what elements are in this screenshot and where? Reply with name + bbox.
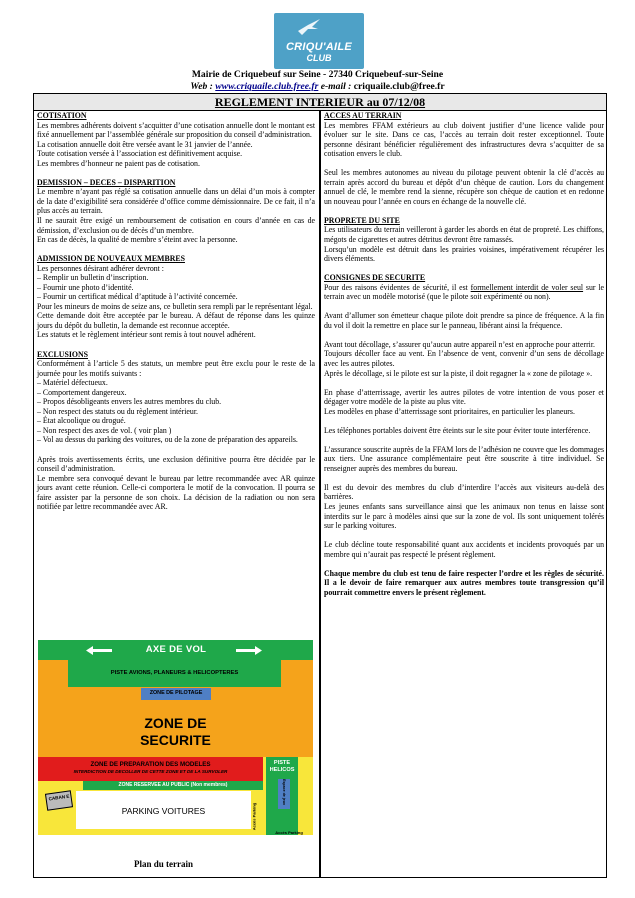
header-contact	[0, 81, 635, 93]
admission-item: – Fournir une photo d’identité.	[37, 282, 134, 292]
securite-p12: Le club décline toute responsabilité quant aux accidents et incidents provoqués par un membre qui n’aurait pas respecté le présent règlement.	[324, 540, 604, 559]
acces-parking-bottom: Accès Parking	[275, 830, 303, 835]
zone-pilotage-label: ZONE DE PILOTAGE	[149, 690, 203, 696]
demission-p2: Il ne saurait être exigé un remboursement de cotisation en cours d’année en cas de démission, d’exclusion ou de décès d’un membre.	[37, 215, 315, 235]
securite-p1: Pour des raisons évidentes de sécurité, il est formellement interdit de voler seul sur le terrain avec un modèle motorisé (que le pilote soit expérimenté ou non).	[324, 282, 605, 302]
acces-parking-side: Accès Parking	[251, 802, 257, 831]
securite-p3: Avant tout décollage, s’assurer qu’aucun autre appareil n’est en approche pour atterrir.	[324, 339, 596, 349]
plan-caption: Plan du terrain	[134, 859, 194, 869]
logo-line2: CLUB	[306, 53, 332, 63]
acces-p2: Seul les membres autonomes au niveau du pilotage peuvent obtenir la clé d’accès au terrain après accord du bureau et dépôt d’un chèque de caution. Lors du changement annuel de clé, le membre rend la sienne, récupère son chèque de caution et en redonne un nouveau pour l’année en cours en échange de la nouvelle clé.	[324, 168, 604, 206]
header-address-block	[0, 69, 635, 93]
securite-p9: L’assurance souscrite auprès de la FFAM lors de l’adhésion ne couvre que les dommages aux tiers. Une assurance complémentaire peut être souscrite à titre individuel. Se renseigner auprès des membres du bureau.	[324, 444, 604, 473]
exclusion-item: – Comportement dangereux.	[37, 387, 127, 397]
field-plan	[38, 640, 313, 840]
email-address: criquaile.club@free.fr	[353, 81, 445, 92]
exclusions-p1: Après trois avertissements écrits, une exclusion définitive pourra être décidée par le conseil d’administration.	[37, 454, 315, 474]
cotisation-p1: Les membres adhérents doivent s’acquitter d’une cotisation annuelle dont le montant est fixé annuellement par l’assemblée générale sur proposition du conseil d’administration.	[37, 120, 315, 140]
securite-heading: CONSIGNES DE SECURITE	[324, 273, 426, 283]
piste-avions-label: PISTE AVIONS, PLANEURS & HELICOPTERES	[110, 670, 239, 676]
admission-p1: Pour les mineurs de moins de seize ans, ce bulletin sera rempli par le représentant légal.	[37, 301, 313, 311]
column-divider	[319, 110, 321, 877]
title-bar	[34, 94, 606, 111]
securite-p2: Avant d’allumer son émetteur chaque pilote doit prendre sa pince de fréquence. A la fin du vol il doit la remettre en place sur le panneau, libérant ainsi la fréquence.	[324, 311, 604, 330]
left-column	[37, 111, 315, 512]
admission-heading: ADMISSION DE NOUVEAUX MEMBRES	[37, 254, 185, 264]
exclusions-intro: Conformément à l’article 5 des statuts, un membre peut être exclu pour le reste de la journée pour les motifs suivants :	[37, 359, 315, 378]
zone-securite-label-2: SECURITE	[140, 732, 211, 748]
bird-icon	[296, 17, 322, 37]
exclusion-item: – État alcoolique ou drogué.	[37, 416, 126, 426]
web-link[interactable]: www.criquaile.club.free.fr	[215, 81, 319, 92]
right-column	[324, 111, 604, 597]
securite-p4: Toujours décoller face au vent. En l’absence de vent, convenir d’un sens de décollage avec les autres pilotes.	[324, 349, 604, 368]
admission-intro: Les personnes désirant adhérer devront :	[37, 263, 164, 273]
admission-item: – Fournir un certificat médical d’aptitude à l’activité concernée.	[37, 292, 238, 302]
axe-de-vol-label: AXE DE VOL	[145, 644, 207, 655]
demission-p3: En cas de décès, la qualité de membre s’éteint avec la personne.	[37, 235, 238, 245]
exclusions-heading: EXCLUSIONS	[37, 349, 88, 359]
securite-p10: Il est du devoir des membres du club d’interdire l’accès aux visiteurs au-delà des barrières.	[324, 482, 604, 502]
acces-heading: ACCES AU TERRAIN	[324, 111, 402, 120]
cotisation-p2: La cotisation annuelle doit être versée avant le 31 janvier de l’année.	[37, 139, 253, 149]
demission-heading: DEMISSION – DECES – DISPARITION	[37, 177, 176, 187]
cabane-label: CABAN E	[48, 793, 70, 802]
email-label: e-mail :	[320, 81, 352, 92]
piste-helicos-label-1: PISTE	[273, 760, 291, 766]
header-address: Mairie de Criquebeuf sur Seine - 27340 Criquebeuf-sur-Seine	[191, 69, 444, 80]
securite-p8: Les téléphones portables doivent être éteints sur le site pour éviter toute interférence.	[324, 425, 591, 435]
cotisation-p4: Les membres d’honneur ne paient pas de cotisation.	[37, 158, 200, 168]
espace-jeux-label: Espace de jeux	[282, 779, 286, 805]
securite-p11: Les jeunes enfants sans surveillance ainsi que les animaux non tenus en laisse sont interdits sur le parc à modèles ainsi que sur la zone de vol. Ils sont uniquement tolérés sur le parking voitures.	[324, 502, 604, 531]
exclusion-item: – Non respect des statuts ou du règlement intérieur.	[37, 406, 198, 416]
document-title: REGLEMENT INTERIEUR au 07/12/08	[214, 95, 426, 109]
securite-p6: En phase d’atterrissage, avertir les autres pilotes de votre intention de vous poser et dégager votre modèle de la piste au plus vite.	[324, 387, 604, 407]
zone-securite-label-1: ZONE DE	[144, 715, 207, 731]
demission-p1: Le membre n’ayant pas réglé sa cotisation annuelle dans un délai d’un mois à compter de la date d’exigibilité sera considérée d’office comme démissionnaire. De ce fait, il n’a plus accès au terrain.	[37, 187, 315, 216]
acces-p1: Les membres FFAM extérieurs au club doivent justifier d’une licence valide pour évoluer sur le site. Dans ce cas, l’accès au terrain doit rester exceptionnel. Toute personne désirant bénéficier régulièrement des infrastructures devra s’acquitter de sa cotisation envers le club.	[324, 120, 604, 159]
piste-helicos-label-2: HELICOS	[269, 767, 295, 773]
cotisation-p3: Toute cotisation versée à l’association est définitivement acquise.	[37, 149, 243, 159]
zone-preparation-label-2: INTERDICTION DE DECOLLER DE CETTE ZONE ET DE LA SURVOLER	[73, 769, 228, 774]
arrow-left-icon	[86, 646, 112, 655]
arrow-right-icon	[236, 646, 262, 655]
admission-p3: Les statuts et le règlement intérieur sont remis à tout nouvel adhérent.	[37, 330, 256, 340]
zone-preparation-label-1: ZONE DE PREPARATION DES MODELES	[90, 761, 211, 768]
zone-public-label: ZONE RESERVEE AU PUBLIC (Non membres)	[118, 782, 228, 788]
securite-p5: Après le décollage, si le pilote est sur la piste, il doit regagner la « zone de pilotage ».	[324, 368, 593, 378]
logo-line1: CRIQU'AILE	[285, 41, 353, 53]
admission-p2: Cette demande doit être acceptée par le bureau. A défaut de réponse dans les quinze jours du dépôt du bulletin, la demande est reconnue acceptée.	[37, 311, 315, 330]
exclusion-item: – Matériel défectueux.	[37, 378, 108, 388]
proprete-heading: PROPRETE DU SITE	[324, 215, 400, 225]
securite-p7: Les modèles en phase d’atterrissage sont prioritaires, en particulier les planeurs.	[324, 406, 575, 416]
proprete-p1: Les utilisateurs du terrain veilleront à garder les abords en état de propreté. Les chiffons, mégots de cigarettes et autres détritus devront être ramassés.	[324, 225, 604, 245]
securite-p13: Chaque membre du club est tenu de faire respecter l’ordre et les règles de sécurité. Il a le devoir de faire remarquer aux autres membres toute transgression qu’il pourrait commettre envers le présent règlement.	[324, 568, 604, 597]
web-label: Web :	[190, 81, 213, 92]
admission-item: – Remplir un bulletin d’inscription.	[37, 273, 149, 283]
proprete-p2: Lorsqu’un modèle est détruit dans les prairies voisines, impérativement récupérer les divers éléments.	[324, 244, 604, 264]
exclusion-item: – Non respect des axes de vol. ( voir plan )	[37, 425, 172, 435]
exclusions-p2: Le membre sera convoqué devant le bureau par lettre recommandée avec AR quinze jours avant cette réunion. Celle-ci comportera le motif de la convocation. Il pourra se faire assister par la personne de son choix. La décision de la radiation ou non sera notifiée par lettre recommandée avec AR.	[37, 473, 315, 512]
exclusion-item: – Vol au dessus du parking des voitures, ou de la zone de préparation des appareils.	[37, 435, 298, 445]
parking-label: PARKING VOITURES	[121, 806, 206, 816]
rules-frame	[33, 93, 607, 878]
cotisation-heading: COTISATION	[37, 111, 87, 120]
exclusion-item: – Propos désobligeants envers les autres membres du club.	[37, 397, 222, 407]
club-logo	[274, 13, 364, 69]
